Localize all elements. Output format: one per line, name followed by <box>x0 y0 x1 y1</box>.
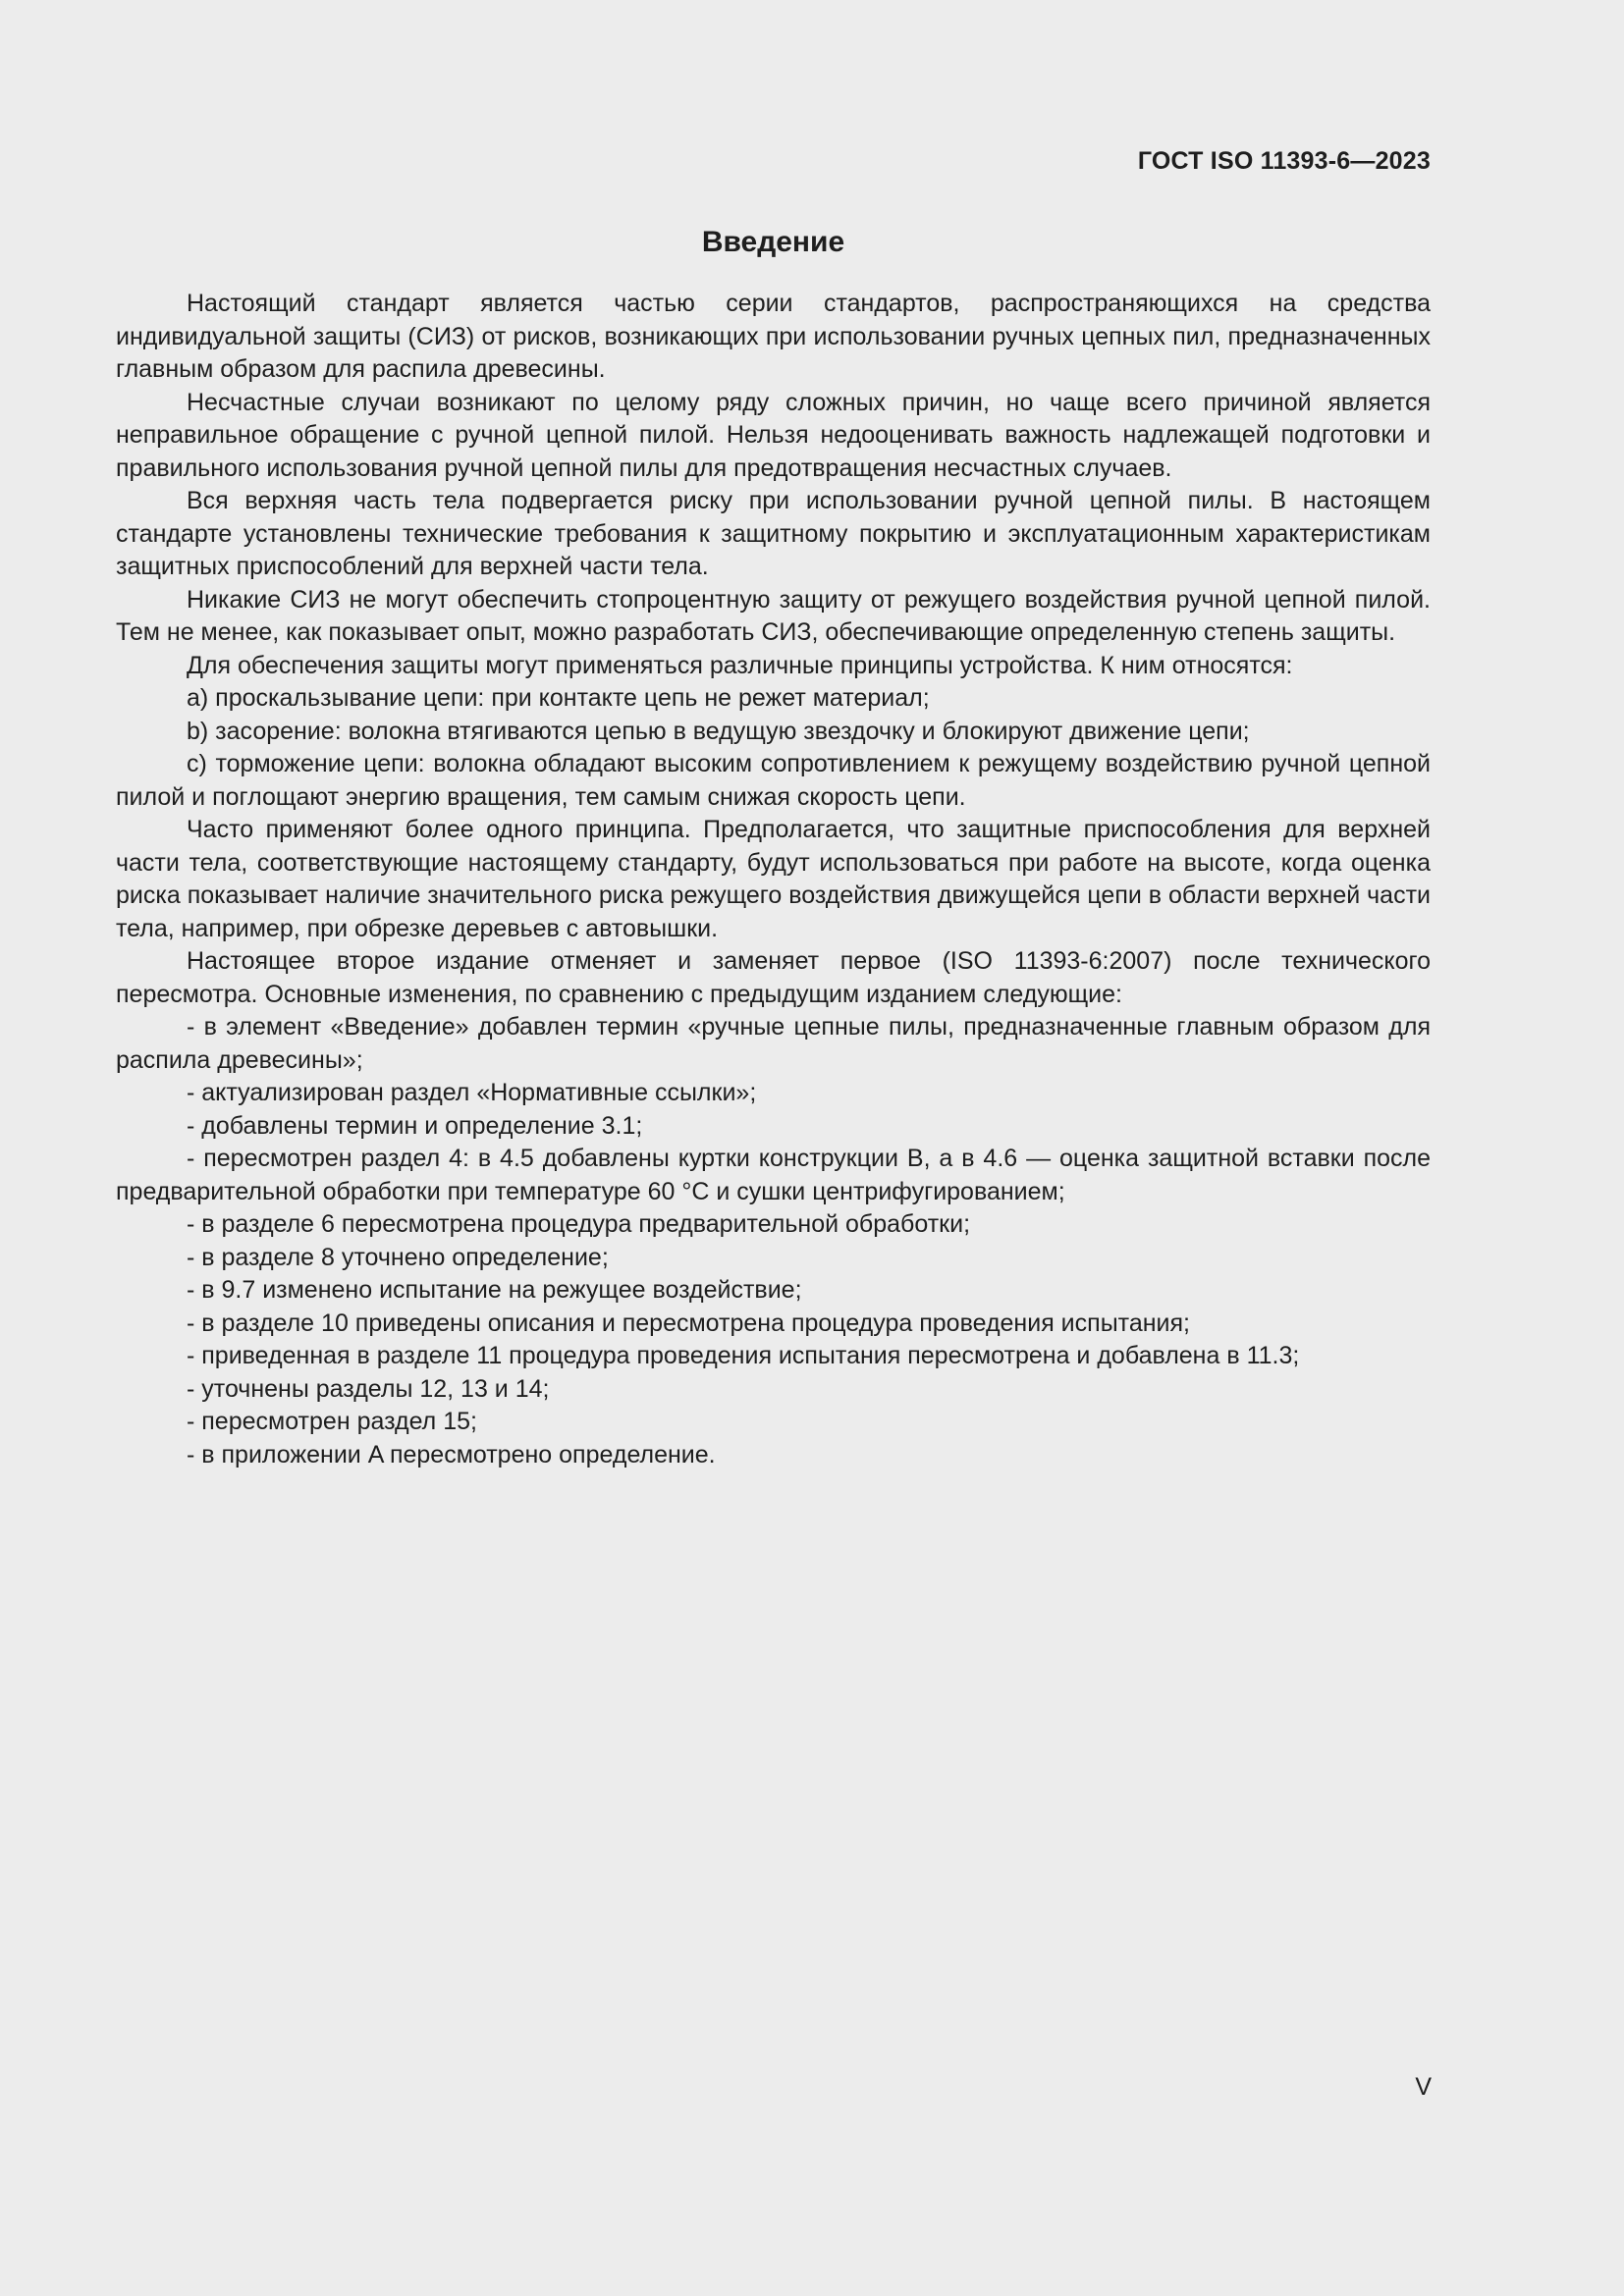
list-item: b) засорение: волокна втягиваются цепью в ведущую звездочку и блокируют движение цепи; <box>187 717 1250 745</box>
paragraph: Для обеспечения защиты могут применяться различные принципы устройства. К ним относятся: <box>187 651 1293 679</box>
list-item: a) проскальзывание цепи: при контакте цепь не режет материал; <box>187 684 930 712</box>
paragraph: Никакие СИЗ не могут обеспечить стопроцентную защиту от режущего воздействия ручной цепной пилой. Тем не менее, как показывает опыт, можно разработать СИЗ, обеспечивающие определенную степень защиты. <box>116 585 1431 646</box>
page-number: V <box>1415 2073 1432 2101</box>
change-item: - пересмотрен раздел 4: в 4.5 добавлены куртки конструкции B, а в 4.6 — оценка защитной вставки после предварительной обработки при температуре 60 °C и сушки центрифугированием; <box>116 1145 1431 1205</box>
change-item: - пересмотрен раздел 15; <box>187 1408 477 1435</box>
change-item: - в разделе 10 приведены описания и пересмотрена процедура проведения испытания; <box>187 1308 1190 1337</box>
change-item: - в элемент «Введение» добавлен термин «ручные цепные пилы, предназначенные главным образом для распила древесины»; <box>116 1013 1431 1074</box>
change-item: - добавлены термин и определение 3.1; <box>187 1111 643 1140</box>
paragraph: Настоящее второе издание отменяет и заменяет первое (ISO 11393-6:2007) после технического пересмотра. Основные изменения, по сравнению с предыдущим изданием следующие: <box>116 947 1431 1008</box>
paragraph: Настоящий стандарт является частью серии стандартов, распространяющихся на средства индивидуальной защиты (СИЗ) от рисков, возникающих при использовании ручных цепных пил, предназначенных главным образом для распила древесины. <box>116 290 1431 383</box>
section-title: Введение <box>701 226 845 258</box>
document-code: ГОСТ ISO 11393-6—2023 <box>1137 147 1431 175</box>
change-item: - в приложении A пересмотрено определение. <box>187 1440 716 1468</box>
change-item: - в 9.7 изменено испытание на режущее воздействие; <box>187 1276 802 1304</box>
paragraph: Несчастные случаи возникают по целому ряду сложных причин, но чаще всего причиной является неправильное обращение с ручной цепной пилой. Нельзя недооценивать важность надлежащей подготовки и правильного использования ручной цепной пилы для предотвращения несчастных случаев. <box>116 388 1431 482</box>
document-body <box>116 288 1431 1471</box>
change-item: - в разделе 8 уточнено определение; <box>187 1243 609 1271</box>
change-item: - приведенная в разделе 11 процедура проведения испытания пересмотрена и добавлена в 11.3; <box>187 1342 1300 1369</box>
change-item: - уточнены разделы 12, 13 и 14; <box>187 1374 550 1403</box>
paragraph: Часто применяют более одного принципа. Предполагается, что защитные приспособления для верхней части тела, соответствующие настоящему стандарту, будут использоваться при работе на высоте, когда оценка риска показывает наличие значительного риска режущего воздействия движущейся цепи в области верхней части тела, например, при обрезке деревьев с автовышки. <box>116 816 1431 942</box>
change-item: - в разделе 6 пересмотрена процедура предварительной обработки; <box>187 1210 971 1238</box>
paragraph: Вся верхняя часть тела подвергается риску при использовании ручной цепной пилы. В настоящем стандарте установлены технические требования к защитному покрытию и эксплуатационным характеристикам защитных приспособлений для верхней части тела. <box>116 487 1431 580</box>
list-item: c) торможение цепи: волокна обладают высоким сопротивлением к режущему воздействию ручной цепной пилой и поглощают энергию вращения, тем самым снижая скорость цепи. <box>116 750 1431 811</box>
change-item: - актуализирован раздел «Нормативные ссылки»; <box>187 1079 757 1106</box>
